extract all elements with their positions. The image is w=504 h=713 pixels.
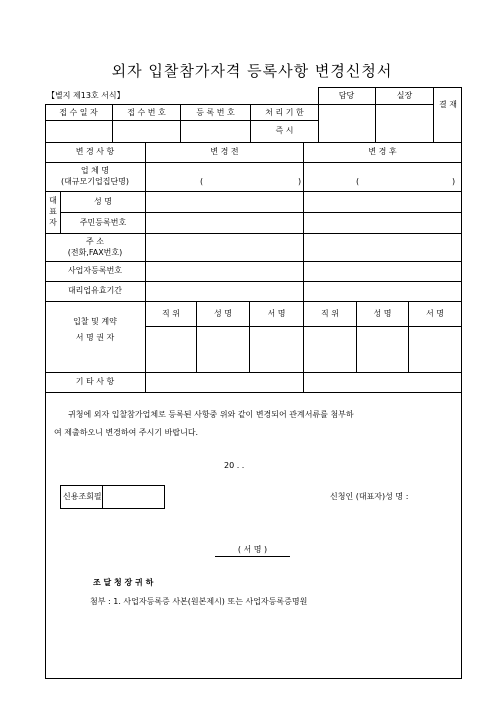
receipt-number-label: 접 수 번 호: [127, 108, 166, 117]
after-paren-open: (: [356, 177, 360, 186]
agent-period-label: 대리업유효기간: [67, 286, 123, 295]
credit-check-label: 신용조회필: [63, 492, 102, 501]
before-sign-header: 서 명: [267, 309, 286, 318]
applicant-label: 신청인 (대표자)성 명 :: [330, 492, 409, 501]
recipient-label: 조 달 청 장 귀 하: [93, 578, 154, 587]
after-paren-close: ): [452, 177, 456, 186]
after-name-header: 성 명: [373, 309, 392, 318]
credit-check-divider: [102, 486, 103, 508]
after-sign-header: 서 명: [426, 309, 444, 318]
before-paren-close: ): [298, 177, 302, 186]
request-text-line1: 귀청에 외자 입찰참가업체로 등록된 사항중 위와 같이 변경되어 관계서류를 첨부하: [68, 410, 354, 419]
signer-sub-label: 서 명 권 자: [75, 333, 115, 342]
signer-label: 입찰 및 계약: [73, 317, 117, 326]
after-position-header: 직 위: [321, 309, 339, 318]
etc-label: 기 타 사 항: [75, 377, 115, 386]
business-number-label: 사업자등록번호: [67, 266, 123, 275]
address-phone-label: (전화,FAX번호): [67, 248, 123, 257]
change-item-header: 변 경 사 항: [75, 147, 115, 156]
before-change-header: 변 경 전: [210, 147, 239, 156]
attachment-text: 첨부 : 1. 사업자등록증 사본(원본제시) 또는 사업자등록증명원: [90, 597, 308, 606]
page-title: 외자 입찰참가자격 등록사항 변경신청서: [111, 62, 393, 80]
address-label: 주 소: [86, 237, 104, 246]
seal-label: ( 서 명 ): [237, 545, 268, 554]
registration-number-label: 등 록 번 호: [196, 108, 235, 117]
rep-rrn-label: 주민등록번호: [79, 218, 127, 227]
date-line: 20 . .: [224, 461, 245, 470]
before-position-header: 직 위: [162, 309, 180, 318]
after-change-header: 변 경 후: [368, 147, 397, 156]
before-name-header: 성 명: [214, 309, 232, 318]
representative-label: 대 표 자: [49, 196, 57, 227]
approval-label: 결 재: [439, 100, 457, 109]
approval-staff-label: 담당: [338, 91, 355, 100]
receipt-date-label: 접 수 일 자: [59, 108, 98, 117]
before-paren-open: (: [200, 177, 204, 186]
company-group-label: (대규모기업집단명): [60, 177, 130, 186]
form-number: 【별지 제13호 서식】: [47, 91, 125, 100]
processing-deadline-label: 처 리 기 한: [265, 108, 304, 117]
request-text-line2: 여 제출하오니 변경하여 주시기 바랍니다.: [54, 428, 199, 437]
rep-name-label: 성 명: [94, 197, 112, 206]
approval-director-label: 실장: [396, 91, 413, 100]
processing-immediate: 즉 시: [275, 126, 294, 135]
company-name-label: 업 체 명: [80, 166, 110, 175]
credit-check-box: [60, 485, 165, 509]
